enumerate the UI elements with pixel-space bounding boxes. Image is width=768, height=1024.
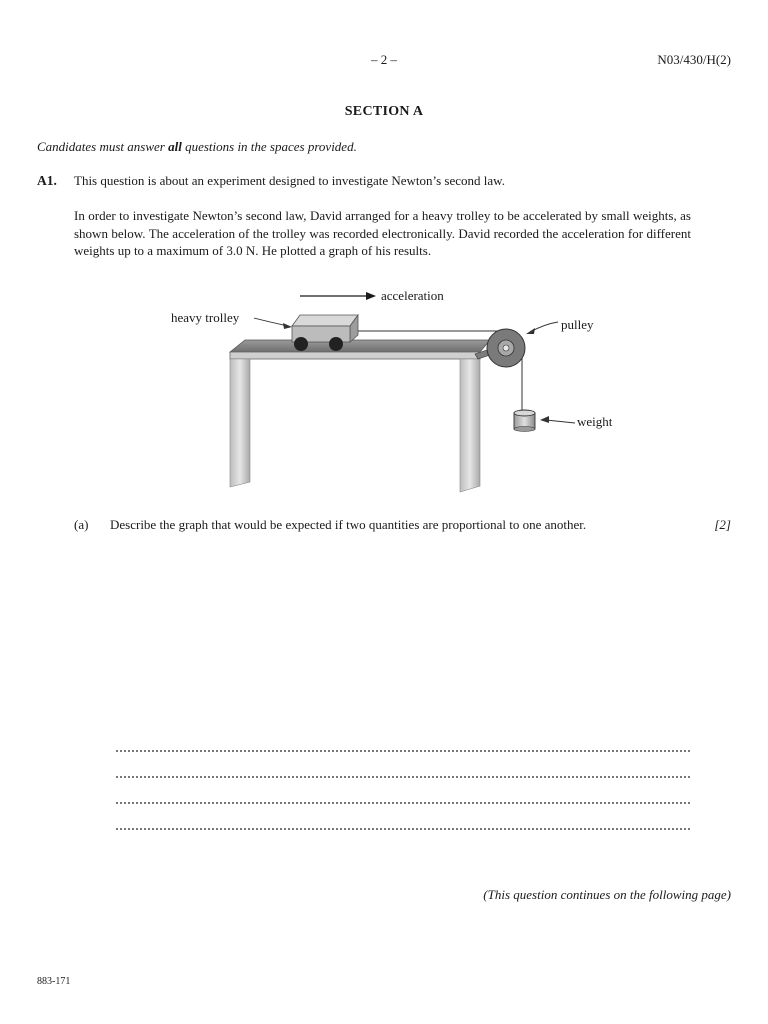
heavy-trolley-pointer-head bbox=[283, 323, 292, 329]
trolley-experiment-diagram bbox=[160, 282, 630, 497]
instructions-emphasis: all bbox=[168, 139, 182, 154]
weight-label: weight bbox=[577, 414, 613, 429]
trolley-wheel-right bbox=[329, 337, 343, 351]
table-leg-left bbox=[230, 359, 250, 487]
heavy-trolley-label: heavy trolley bbox=[171, 310, 240, 325]
table-edge bbox=[230, 352, 480, 359]
pulley-pointer-head bbox=[526, 328, 535, 334]
question-number: A1. bbox=[37, 173, 57, 188]
weight bbox=[514, 410, 535, 432]
acceleration-label: acceleration bbox=[381, 288, 444, 303]
part-a-label: (a) bbox=[74, 517, 89, 532]
instructions-text-start: Candidates must answer bbox=[37, 139, 169, 154]
part-a-question: Describe the graph that would be expected if two quantities are proportional to one another. bbox=[110, 517, 587, 532]
continues-note: (This question continues on the following page) bbox=[483, 887, 731, 902]
question-body: In order to investigate Newton’s second law, David arranged for a heavy trolley to be accelerated by small weights, as shown below. The acceleration of the trolley was recorded electronically. David recorded the acceleration for different weights up to a maximum of 3.0 N. He plotted a graph of his results. bbox=[74, 208, 691, 258]
answer-line[interactable] bbox=[116, 802, 690, 804]
answer-line[interactable] bbox=[116, 776, 690, 778]
page-number: – 2 – bbox=[371, 52, 397, 67]
heavy-trolley-pointer bbox=[254, 318, 288, 326]
weight-pointer-head bbox=[540, 416, 549, 423]
table-top bbox=[230, 340, 490, 352]
answer-line[interactable] bbox=[116, 750, 690, 752]
section-title: SECTION A bbox=[344, 104, 424, 119]
weight-pointer bbox=[546, 420, 575, 423]
question-intro: This question is about an experiment designed to investigate Newton’s second law. bbox=[74, 173, 505, 188]
pulley bbox=[487, 329, 525, 367]
paper-code: N03/430/H(2) bbox=[657, 52, 731, 67]
pulley-label: pulley bbox=[561, 317, 594, 332]
table-leg-right bbox=[460, 359, 480, 492]
instructions-text-end: questions in the spaces provided. bbox=[181, 139, 357, 154]
trolley-wheel-left bbox=[294, 337, 308, 351]
acceleration-arrow bbox=[300, 292, 376, 300]
footer-code: 883-171 bbox=[37, 976, 71, 987]
part-a-marks: [2] bbox=[714, 517, 731, 532]
instructions bbox=[37, 139, 357, 155]
answer-line[interactable] bbox=[116, 828, 690, 830]
